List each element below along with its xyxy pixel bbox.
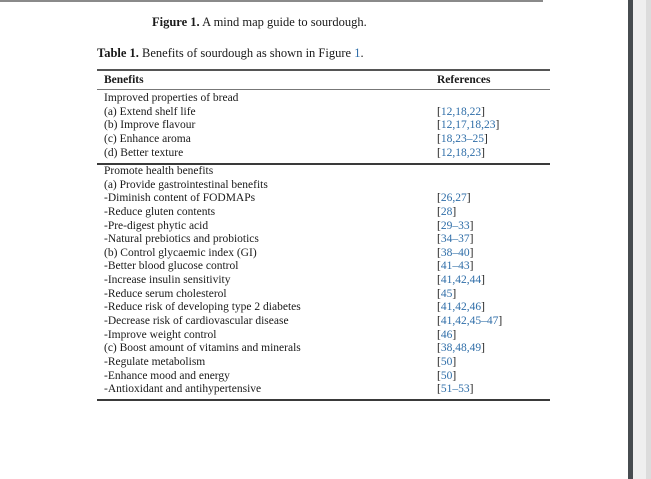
bracket-close: ] <box>469 260 474 273</box>
table-row <box>104 92 544 106</box>
table-row <box>104 288 544 302</box>
table-label: Table 1. <box>97 46 139 60</box>
citation-link[interactable]: 12,18,22 <box>440 105 482 118</box>
table-row <box>104 192 544 206</box>
bracket-close: ] <box>452 205 457 218</box>
bracket-close: ] <box>452 369 457 382</box>
bracket-close: ] <box>498 315 503 328</box>
bracket-open: [ <box>437 315 441 328</box>
citation-link[interactable]: 46 <box>440 328 453 341</box>
citation-link[interactable]: 45 <box>440 287 453 300</box>
citation-link[interactable]: 18,23–25 <box>440 132 484 145</box>
citation-link[interactable]: 50 <box>440 355 453 368</box>
bracket-close: ] <box>469 219 474 232</box>
benefit-cell: Improved properties of bread <box>104 92 239 104</box>
bracket-open: [ <box>437 342 441 355</box>
table-group-health <box>104 165 544 397</box>
table-group-bread <box>104 92 544 160</box>
benefit-cell: (a) Provide gastrointestinal benefits <box>104 178 268 191</box>
reference-cell <box>437 192 471 206</box>
citation-link[interactable]: 34–37 <box>440 233 470 246</box>
header-benefits: Benefits <box>104 74 144 86</box>
benefit-cell: -Reduce risk of developing type 2 diabetes <box>104 301 301 314</box>
benefit-cell: -Pre-digest phytic acid <box>104 219 209 232</box>
table-row <box>104 329 544 343</box>
reference-cell <box>437 106 485 120</box>
citation-link[interactable]: 41,42,46 <box>440 301 482 314</box>
table-top-rule <box>97 69 550 71</box>
table-row <box>104 206 544 220</box>
bracket-close: ] <box>481 274 485 287</box>
benefit-cell: Promote health benefits <box>104 165 214 177</box>
citation-link[interactable]: 29–33 <box>440 219 470 232</box>
benefit-cell: -Decrease risk of cardiovascular disease <box>104 315 289 328</box>
citation-link[interactable]: 41,42,44 <box>440 274 482 287</box>
benefit-cell: -Reduce gluten contents <box>104 205 216 218</box>
reference-cell <box>437 315 502 329</box>
table-row <box>104 106 544 120</box>
benefit-cell: -Diminish content of FODMAPs <box>104 192 256 205</box>
scrollbar-track[interactable] <box>633 0 646 479</box>
bracket-close: ] <box>481 301 485 314</box>
reference-cell <box>437 206 456 220</box>
bracket-close: ] <box>452 287 457 300</box>
table-row <box>104 119 544 133</box>
benefit-cell: -Reduce serum cholesterol <box>104 287 227 300</box>
bracket-open: [ <box>437 301 441 314</box>
citation-link[interactable]: 12,18,23 <box>440 146 482 159</box>
reference-cell <box>437 356 456 370</box>
bracket-open: [ <box>437 246 441 259</box>
bracket-close: ] <box>481 105 485 118</box>
benefit-cell: (a) Extend shelf life <box>104 105 196 118</box>
benefit-cell: -Natural prebiotics and probiotics <box>104 233 259 246</box>
reference-cell <box>437 119 499 133</box>
benefit-cell: -Enhance mood and energy <box>104 369 230 382</box>
bracket-open: [ <box>437 260 441 273</box>
citation-link[interactable]: 51–53 <box>440 383 470 396</box>
table-row <box>104 179 544 193</box>
benefit-cell: (d) Better texture <box>104 146 184 159</box>
table-row <box>104 356 544 370</box>
table-row <box>104 133 544 147</box>
table-caption-end: . <box>360 46 364 60</box>
reference-cell <box>437 147 485 161</box>
table-row <box>104 301 544 315</box>
table-header-rule <box>97 89 550 90</box>
table-row <box>104 274 544 288</box>
bracket-close: ] <box>469 383 474 396</box>
table-row <box>104 247 544 261</box>
table-row <box>104 147 544 161</box>
bracket-open: [ <box>437 105 441 118</box>
table-bottom-rule <box>97 399 550 401</box>
citation-link[interactable]: 26,27 <box>440 192 467 205</box>
table-caption-text: Benefits of sourdough as shown in Figure <box>138 46 355 60</box>
page-top-border <box>0 0 543 2</box>
citation-link[interactable]: 38,48,49 <box>440 342 482 355</box>
table-row <box>104 260 544 274</box>
benefit-cell: (c) Boost amount of vitamins and minerals <box>104 342 301 355</box>
reference-cell <box>437 301 485 315</box>
reference-cell <box>437 342 485 356</box>
header-references: References <box>437 74 491 86</box>
table-caption <box>97 45 364 61</box>
figure-caption <box>152 14 367 30</box>
bracket-close: ] <box>466 192 471 205</box>
benefit-cell: (b) Improve flavour <box>104 119 196 132</box>
benefit-cell: (b) Control glycaemic index (GI) <box>104 246 257 259</box>
bracket-close: ] <box>481 342 485 355</box>
reference-cell <box>437 274 485 288</box>
bracket-open: [ <box>437 383 441 396</box>
bracket-close: ] <box>481 146 485 159</box>
bracket-close: ] <box>452 355 457 368</box>
table-row <box>104 315 544 329</box>
figure-link[interactable]: 1 <box>354 46 361 60</box>
benefit-cell: -Better blood glucose control <box>104 260 239 273</box>
benefit-cell: -Increase insulin sensitivity <box>104 274 231 287</box>
bracket-open: [ <box>437 328 441 341</box>
table-row <box>104 165 544 179</box>
table-row <box>104 370 544 384</box>
citation-link[interactable]: 12,17,18,23 <box>440 119 496 132</box>
reference-cell <box>437 133 488 147</box>
reference-cell <box>437 329 456 343</box>
bracket-open: [ <box>437 274 441 287</box>
reference-cell <box>437 247 473 261</box>
benefit-cell: (c) Enhance aroma <box>104 132 191 145</box>
citation-link[interactable]: 41,42,45–47 <box>440 315 499 328</box>
figure-label: Figure 1. <box>152 15 200 29</box>
citation-link[interactable]: 28 <box>440 205 453 218</box>
reference-cell <box>437 233 473 247</box>
reference-cell <box>437 383 473 397</box>
benefit-cell: -Improve weight control <box>104 328 217 341</box>
citation-link[interactable]: 41–43 <box>440 260 470 273</box>
reference-cell <box>437 288 456 302</box>
bracket-close: ] <box>469 246 474 259</box>
bracket-open: [ <box>437 119 441 132</box>
bracket-open: [ <box>437 132 441 145</box>
citation-link[interactable]: 38–40 <box>440 246 470 259</box>
table-row <box>104 233 544 247</box>
bracket-close: ] <box>452 328 457 341</box>
bracket-close: ] <box>495 119 500 132</box>
bracket-open: [ <box>437 146 441 159</box>
table-row <box>104 342 544 356</box>
bracket-open: [ <box>437 219 441 232</box>
bracket-open: [ <box>437 287 441 300</box>
bracket-open: [ <box>437 205 441 218</box>
citation-link[interactable]: 50 <box>440 369 453 382</box>
bracket-close: ] <box>469 233 474 246</box>
bracket-open: [ <box>437 192 441 205</box>
reference-cell <box>437 220 473 234</box>
reference-cell <box>437 370 456 384</box>
figure-caption-text: A mind map guide to sourdough. <box>199 15 367 29</box>
reference-cell <box>437 260 473 274</box>
benefit-cell: -Antioxidant and antihypertensive <box>104 383 262 396</box>
bracket-open: [ <box>437 369 441 382</box>
table-row <box>104 220 544 234</box>
bracket-open: [ <box>437 233 441 246</box>
bracket-open: [ <box>437 355 441 368</box>
benefit-cell: -Regulate metabolism <box>104 355 206 368</box>
scrollbar-edge <box>646 0 651 479</box>
bracket-close: ] <box>483 132 488 145</box>
table-row <box>104 383 544 397</box>
